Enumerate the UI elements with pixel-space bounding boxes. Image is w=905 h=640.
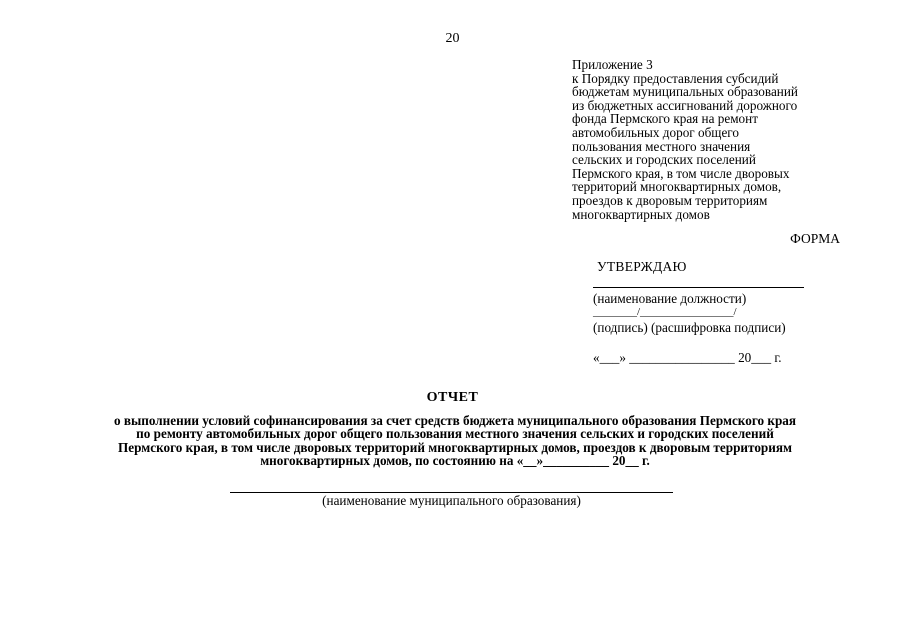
signature-caption: (подпись) (расшифровка подписи) (593, 320, 786, 335)
appendix-line: из бюджетных ассигнований дорожного (572, 97, 798, 113)
appendix-line: Приложение 3 (572, 57, 653, 72)
appendix-header (572, 58, 862, 221)
appendix-line: многоквартирных домов (572, 206, 710, 222)
appendix-line: территорий многоквартирных домов, (572, 179, 782, 195)
form-label: ФОРМА (790, 231, 840, 246)
appendix-line: бюджетам муниципальных образований (572, 84, 798, 100)
approval-date-line: «___» ________________ 20___ г. (593, 350, 782, 365)
report-line: о выполнении условий софинансирования за счет средств бюджета муниципального образования Пермского края (113, 413, 797, 428)
report-title: ОТЧЕТ (426, 390, 479, 405)
page-number: 20 (445, 31, 460, 46)
appendix-line: проездов к дворовым территориям (572, 192, 768, 208)
municipality-caption: (наименование муниципального образования) (322, 493, 581, 508)
position-caption: (наименование должности) (593, 291, 747, 306)
appendix-line: автомобильных дорог общего (572, 124, 739, 140)
report-line: по ремонту автомобильных дорог общего пользования местного значения сельских и городских поселений (136, 426, 774, 442)
position-blank-line (593, 287, 804, 288)
appendix-line: пользования местного значения (572, 138, 751, 154)
appendix-line: сельских и городских поселений (572, 152, 756, 168)
report-description (40, 414, 870, 468)
report-line: Пермского края, в том числе дворовых территорий многоквартирных домов, проездов к дворовым территориям (118, 439, 792, 455)
signature-blank: ________/_________________/ (593, 306, 737, 318)
appendix-line: к Порядку предоставления субсидий (572, 70, 779, 86)
report-line: многоквартирных домов, по состоянию на «__»__________ 20__ г. (260, 453, 650, 469)
approval-title: УТВЕРЖДАЮ (597, 259, 687, 274)
appendix-line: фонда Пермского края на ремонт (572, 111, 758, 127)
appendix-line: Пермского края, в том числе дворовых (572, 165, 790, 181)
